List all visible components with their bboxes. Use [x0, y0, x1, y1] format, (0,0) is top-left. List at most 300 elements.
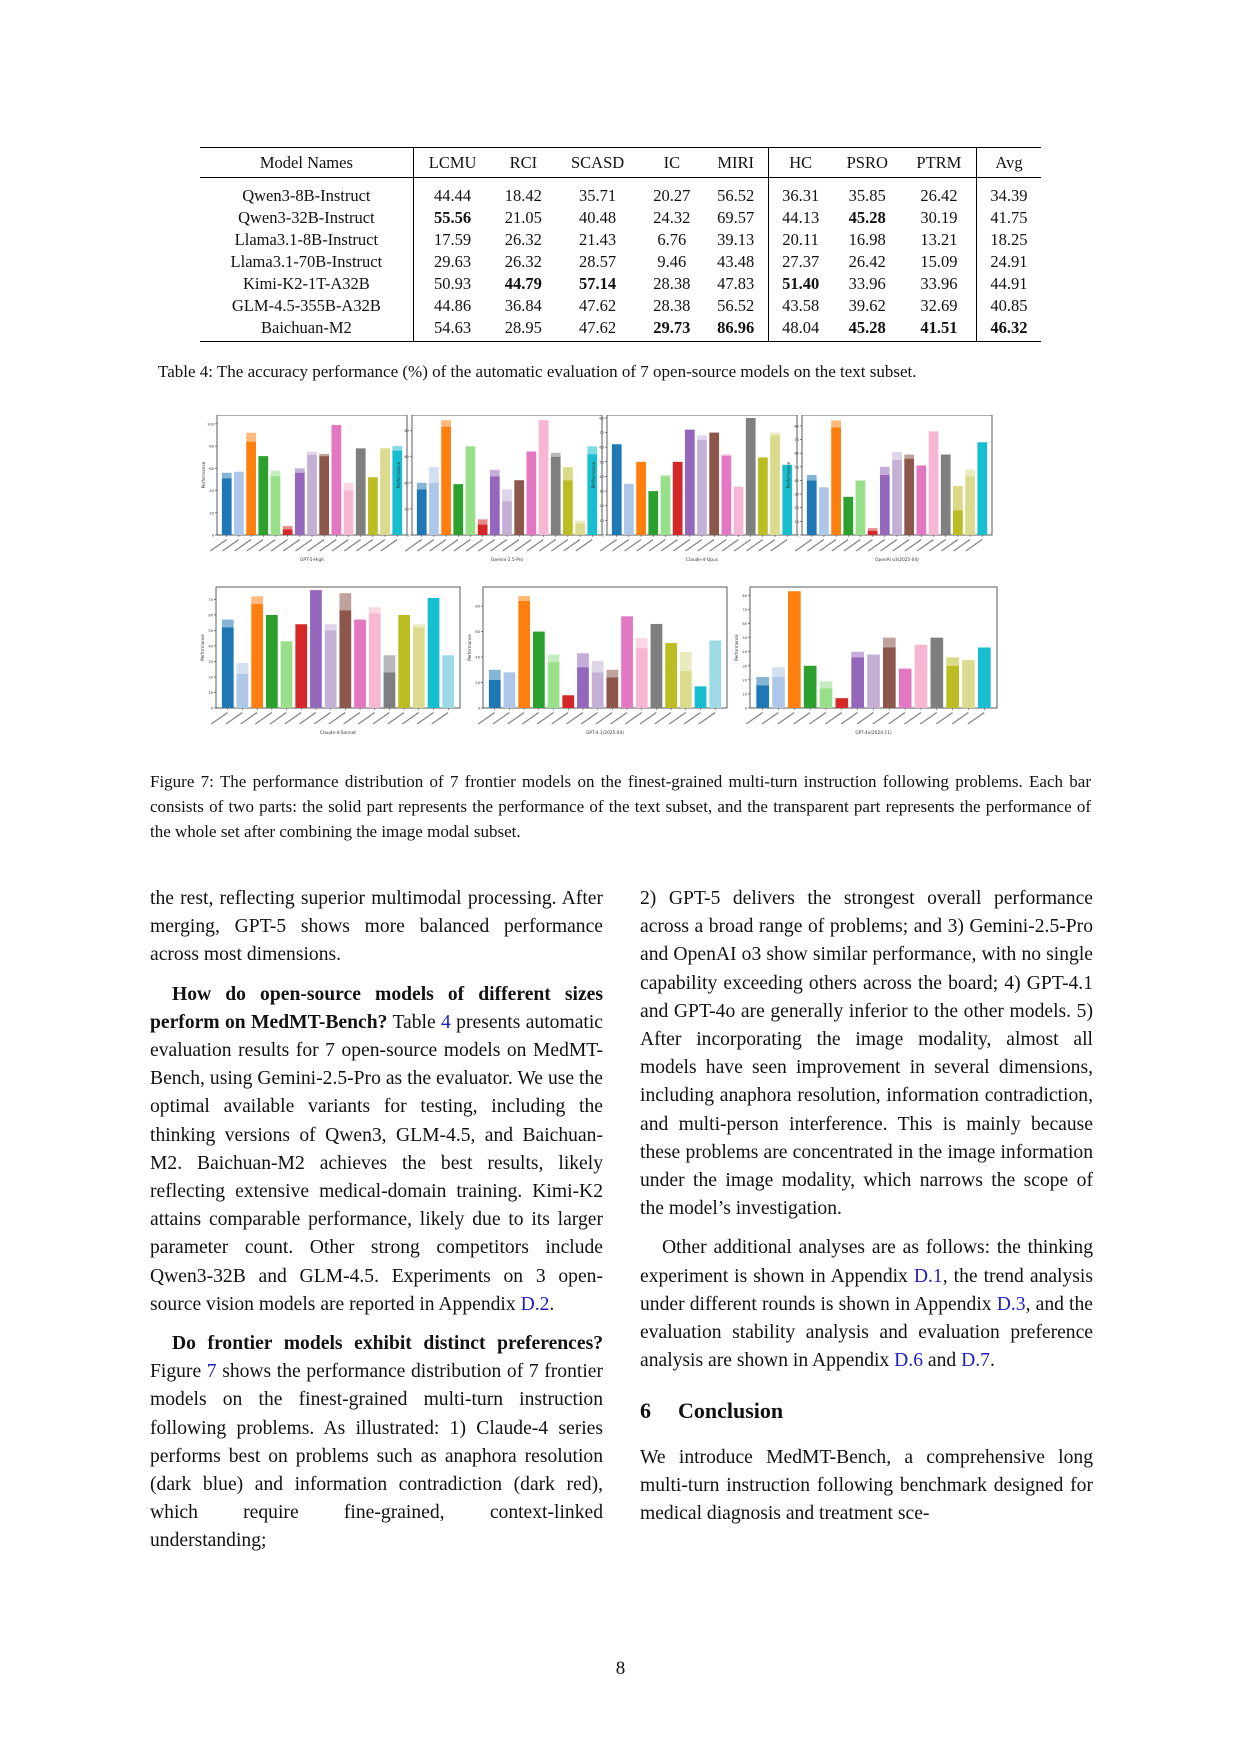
x-tick-label-mark [888, 712, 905, 725]
score-cell: 44.13 [768, 207, 832, 229]
bar-whole-set [563, 467, 573, 480]
score-cell: 29.63 [413, 251, 491, 273]
bar-whole-set [548, 655, 560, 663]
bar-text-subset [770, 435, 780, 535]
x-tick-label-mark [610, 712, 627, 725]
score-cell: 15.09 [920, 252, 958, 271]
x-tick-label-mark [936, 712, 953, 725]
table-header-cell: Model Names [200, 148, 413, 178]
score-cell: 45.28 [833, 317, 902, 342]
bar-text-subset [915, 645, 928, 708]
bar-text-subset [369, 613, 381, 708]
bar-text-subset [636, 648, 648, 708]
x-tick-label-mark [746, 712, 763, 725]
bar-text-subset [533, 632, 545, 708]
score-cell: 56.52 [717, 296, 755, 315]
bar-whole-set [413, 624, 425, 627]
figure-ref-link[interactable]: 7 [206, 1361, 217, 1383]
model-name-cell: Llama3.1-70B-Instruct [230, 252, 383, 271]
x-tick-label-mark [920, 712, 937, 725]
bar-text-subset [624, 484, 634, 535]
score-cell: 30.19 [920, 208, 958, 227]
table-row [200, 251, 1041, 273]
score-cell: 17.59 [413, 229, 491, 251]
bar-text-subset [442, 655, 454, 708]
bar-whole-set [851, 652, 864, 658]
y-tick-label: 0 [406, 533, 409, 538]
y-tick-label: 0 [601, 533, 604, 538]
x-tick-label-mark [240, 712, 257, 725]
y-tick-label: 30 [599, 489, 604, 494]
bar-text-subset [417, 489, 427, 535]
score-cell: 26.32 [504, 252, 542, 271]
y-axis-label: Performance [591, 461, 596, 489]
bar-whole-set [883, 638, 896, 648]
score-cell: 18.25 [976, 229, 1041, 251]
score-cell: 29.73 [640, 317, 704, 342]
bar-whole-set [892, 452, 902, 460]
x-tick-label-mark [793, 712, 810, 725]
score-cell: 28.57 [579, 252, 617, 271]
bar-text-subset [836, 698, 849, 708]
bar-text-subset [398, 615, 410, 708]
bar-text-subset [548, 662, 560, 708]
score-cell: 26.42 [920, 186, 958, 205]
score-cell: 45.28 [848, 208, 886, 227]
x-tick-label-mark [226, 712, 243, 725]
score-cell: 39.13 [717, 230, 755, 249]
bar-text-subset [489, 680, 501, 708]
chart-title: GPT-4o(2024-11) [855, 731, 892, 736]
bar-text-subset [526, 452, 536, 535]
section-heading [640, 1397, 1093, 1425]
chart-title: Claude-4-Sonnet [320, 731, 356, 736]
bar-whole-set [307, 452, 317, 455]
score-cell: 20.27 [653, 186, 691, 205]
appendix-d6-link[interactable]: D.6 [894, 1350, 923, 1372]
bar-whole-set [946, 657, 959, 665]
score-cell: 51.40 [768, 273, 832, 295]
table-row [200, 273, 1041, 295]
bar-whole-set [868, 528, 878, 531]
y-axis-label: Performance [200, 634, 205, 661]
bar-whole-set [807, 475, 817, 480]
bar-text-subset [978, 648, 991, 709]
right-para-1: 2) GPT-5 delivers the strongest overall performance across a broad range of problems; and 3) Gemini-2.5-Pro and OpenAI o3 show similar performance, with no single capability exceeding others across the board; 4) GPT-4.1 and GPT-4o are generally inferior to the other models. 5) After incorporating the image modality, almost all models have seen improvement in several dimensions, including anaphora resolution, information contradiction, and multi-person interference. This is mainly because these problems are concentrated in the image information under the image modality, which narrows the scope of the model’s investigation. [640, 888, 1093, 1220]
y-tick-label: 10 [208, 690, 213, 695]
y-tick-label: 50 [208, 628, 213, 633]
right-para-3: We introduce MedMT-Bench, a comprehensive long multi-turn instruction following benchmark designed for medical diagnosis and treatment sce- [640, 1446, 1093, 1525]
bar-text-subset [636, 462, 646, 535]
bar-whole-set [237, 663, 249, 674]
bar-text-subset [413, 627, 425, 708]
bar-text-subset [606, 677, 618, 708]
left-para-2: How do open-source models of different sizes perform on MedMT-Bench? Table 4 presents automatic evaluation results for 7 open-source models on MedMT-Bench, using Gemini-2.5-Pro as the evaluator. We use the optimal available variants for testing, including the thinking versions of Qwen3, GLM-4.5, and Baichuan-M2. Baichuan-M2 achieves the best results, likely reflecting extensive medical-domain training. Kimi-K2 attains comparable performance, likely due to its larger parameter count. Other strong competitors include Qwen3-32B and GLM-4.5. Experiments on 3 open-source vision models are reported in Appendix D.2. [150, 983, 603, 1315]
y-tick-label: 70 [599, 431, 604, 436]
y-axis-label: Performance [201, 461, 206, 489]
bar-text-subset [868, 531, 878, 535]
y-tick-label: 40 [599, 474, 604, 479]
x-tick-label-mark [825, 712, 842, 725]
bar-whole-set [251, 596, 263, 604]
bar-text-subset [709, 433, 719, 535]
bar-text-subset [621, 616, 633, 708]
left-para-1: the rest, reflecting superior multimodal processing. After merging, GPT-5 shows more balanced performance across most dimensions. [150, 888, 603, 966]
bar-text-subset [931, 638, 944, 708]
bar-text-subset [709, 640, 721, 708]
bar-whole-set [820, 681, 833, 688]
score-cell: 54.63 [413, 317, 491, 342]
bar-whole-set [222, 620, 234, 628]
y-tick-label: 40 [209, 489, 214, 494]
score-cell: 21.05 [504, 208, 542, 227]
bar-text-subset [772, 677, 785, 708]
model-name-cell: Qwen3-8B-Instruct [242, 186, 371, 205]
bar-text-subset [514, 480, 524, 535]
table-header-row [200, 148, 1041, 178]
x-tick-label-mark [654, 712, 671, 725]
bar-text-subset [856, 480, 866, 535]
bar-text-subset [843, 497, 853, 535]
y-axis-label: Performance [396, 461, 401, 489]
left-column [150, 885, 603, 1556]
bar-text-subset [819, 487, 829, 535]
x-tick-label-mark [625, 712, 642, 725]
table-header-cell: RCI [491, 148, 555, 178]
y-tick-label: 50 [742, 636, 747, 641]
x-tick-label-mark [493, 712, 510, 725]
bar-text-subset [325, 630, 337, 708]
score-cell: 27.37 [768, 251, 832, 273]
bar-whole-set [577, 653, 589, 667]
right-column [640, 885, 1093, 1528]
y-tick-label: 30 [794, 492, 799, 497]
y-tick-label: 30 [208, 659, 213, 664]
table-header-cell: IC [640, 148, 704, 178]
bar-text-subset [695, 686, 707, 708]
score-cell: 40.48 [579, 208, 617, 227]
x-tick-label-mark [478, 712, 495, 725]
bar-text-subset [551, 457, 561, 535]
y-tick-label: 60 [208, 613, 213, 618]
bar-whole-set [880, 467, 890, 475]
bar-text-subset [319, 456, 329, 535]
bar-text-subset [788, 591, 801, 708]
x-tick-label-mark [684, 712, 701, 725]
score-cell: 69.57 [717, 208, 755, 227]
y-tick-label: 60 [742, 622, 747, 627]
y-axis-label: Performance [467, 634, 472, 661]
bar-text-subset [665, 643, 677, 708]
y-tick-label: 20 [742, 678, 747, 683]
score-cell: 28.95 [491, 317, 555, 342]
score-cell: 43.58 [768, 295, 832, 317]
bar-text-subset [820, 688, 833, 708]
y-tick-label: 60 [794, 451, 799, 456]
bar-whole-set [756, 677, 769, 685]
y-tick-label: 10 [599, 518, 604, 523]
appendix-d2-link[interactable]: D.2 [520, 1293, 550, 1315]
bar-text-subset [258, 456, 268, 535]
bar-whole-set [392, 446, 402, 450]
score-cell: 36.31 [768, 178, 832, 207]
x-tick-label-mark [967, 712, 984, 725]
score-cell: 21.43 [579, 230, 617, 249]
bar-whole-set [697, 435, 707, 439]
bar-text-subset [721, 456, 731, 535]
x-tick-label-mark [595, 712, 612, 725]
x-tick-label-mark [809, 712, 826, 725]
x-tick-label-mark [522, 712, 539, 725]
bar-whole-set [222, 473, 232, 479]
bar-text-subset [295, 473, 305, 535]
y-tick-label: 80 [599, 416, 604, 421]
bar-whole-set [680, 652, 692, 671]
x-tick-label-mark [373, 712, 390, 725]
x-tick-label-mark [328, 712, 345, 725]
bar-text-subset [466, 446, 476, 535]
score-cell: 86.96 [704, 317, 768, 342]
y-tick-label: 60 [599, 445, 604, 450]
bar-text-subset [562, 695, 574, 708]
y-axis-label: Performance [734, 634, 739, 661]
score-cell: 47.83 [717, 274, 755, 293]
score-cell: 36.84 [504, 296, 542, 315]
bar-whole-set [904, 455, 914, 459]
bar-whole-set [325, 624, 337, 630]
table-body [200, 178, 1041, 342]
table-header-cell: HC [768, 148, 832, 178]
y-tick-label: 70 [794, 438, 799, 443]
score-cell: 41.75 [976, 207, 1041, 229]
bar-whole-set [283, 526, 293, 529]
x-tick-label-mark [358, 712, 375, 725]
y-tick-label: 20 [208, 675, 213, 680]
y-tick-label: 40 [794, 478, 799, 483]
bar-whole-set [295, 468, 305, 472]
bar-whole-set [384, 655, 396, 672]
y-tick-label: 20 [794, 506, 799, 511]
x-tick-label-mark [431, 712, 448, 725]
bar-text-subset [339, 610, 351, 708]
bar-text-subset [661, 476, 671, 535]
y-tick-label: 70 [742, 608, 747, 613]
x-tick-label-mark [640, 712, 657, 725]
table-header-cell: SCASD [555, 148, 640, 178]
score-cell: 26.32 [504, 230, 542, 249]
bar-text-subset [356, 448, 366, 535]
x-tick-label-mark [211, 712, 228, 725]
y-tick-label: 40 [208, 644, 213, 649]
x-tick-label-mark [284, 712, 301, 725]
x-tick-label-mark [402, 712, 419, 725]
y-tick-label: 40 [742, 650, 747, 655]
bar-whole-set [831, 420, 841, 427]
table-header-cell: PTRM [902, 148, 977, 178]
bar-whole-set [721, 455, 731, 456]
bar-text-subset [807, 480, 817, 535]
bar-text-subset [563, 480, 573, 535]
results-table [200, 147, 1041, 342]
table-header-cell: MIRI [704, 148, 768, 178]
bar-text-subset [673, 462, 683, 535]
bar-text-subset [266, 615, 278, 708]
bar-text-subset [904, 459, 914, 535]
score-cell: 34.39 [976, 178, 1041, 207]
bar-text-subset [577, 667, 589, 708]
table-ref-link[interactable]: 4 [441, 1011, 451, 1033]
bar-whole-set [319, 454, 329, 456]
bar-text-subset [490, 476, 500, 535]
y-tick-label: 60 [404, 455, 409, 460]
bar-text-subset [592, 672, 604, 708]
y-tick-label: 20 [599, 504, 604, 509]
appendix-d1-link[interactable]: D.1 [913, 1265, 943, 1287]
bar-text-subset [899, 669, 912, 708]
model-name-cell: Llama3.1-8B-Instruct [234, 230, 379, 249]
bar-whole-set [661, 475, 671, 476]
x-tick-label-mark [904, 712, 921, 725]
table-row [200, 295, 1041, 317]
y-tick-label: 70 [208, 597, 213, 602]
bar-text-subset [504, 672, 516, 708]
y-tick-label: 0 [744, 706, 747, 711]
x-tick-label-mark [841, 712, 858, 725]
score-cell: 55.56 [413, 207, 491, 229]
y-tick-label: 50 [599, 460, 604, 465]
x-tick-label-mark [698, 712, 715, 725]
y-tick-label: 20 [209, 511, 214, 516]
score-cell: 13.21 [920, 230, 958, 249]
bar-whole-set [606, 670, 618, 678]
model-name-cell: Qwen3-32B-Instruct [238, 208, 375, 227]
bar-whole-set [953, 486, 963, 511]
score-cell: 50.93 [413, 273, 491, 295]
appendix-d3-link[interactable]: D.3 [996, 1293, 1026, 1315]
bar-text-subset [310, 590, 322, 708]
score-cell: 28.38 [653, 296, 691, 315]
bar-whole-set [344, 483, 354, 491]
y-tick-label: 20 [404, 507, 409, 512]
x-tick-label-mark [762, 712, 779, 725]
bar-text-subset [804, 666, 817, 708]
score-cell: 35.71 [579, 186, 617, 205]
bar-text-subset [518, 601, 530, 708]
y-tick-label: 10 [794, 519, 799, 524]
y-tick-label: 40 [404, 481, 409, 486]
bar-text-subset [880, 475, 890, 535]
bar-text-subset [867, 655, 880, 708]
y-tick-label: 50 [794, 465, 799, 470]
score-cell: 33.96 [848, 274, 886, 293]
bar-whole-set [489, 670, 501, 680]
bar-text-subset [354, 620, 366, 708]
bar-text-subset [962, 660, 975, 708]
score-cell: 24.91 [976, 251, 1041, 273]
score-cell: 46.32 [976, 317, 1041, 342]
bar-text-subset [946, 666, 959, 708]
bar-whole-set [429, 467, 439, 483]
y-axis-label: Performance [786, 461, 791, 489]
y-tick-label: 0 [210, 706, 213, 711]
score-cell: 18.42 [504, 186, 542, 205]
model-name-cell: Kimi-K2-1T-A32B [242, 274, 370, 293]
score-cell: 47.62 [579, 296, 617, 315]
bar-text-subset [734, 487, 744, 535]
page-number: 8 [615, 1658, 626, 1679]
y-tick-label: 30 [742, 664, 747, 669]
y-tick-label: 0 [796, 533, 799, 538]
score-cell: 35.85 [848, 186, 886, 205]
bar-text-subset [697, 440, 707, 535]
x-tick-label-mark [872, 712, 889, 725]
bar-whole-set [772, 667, 785, 677]
score-cell: 40.85 [976, 295, 1041, 317]
score-cell: 28.38 [653, 274, 691, 293]
bar-whole-set [770, 433, 780, 436]
score-cell: 44.91 [976, 273, 1041, 295]
bar-text-subset [758, 457, 768, 535]
x-tick-label-mark [857, 712, 874, 725]
x-tick-label-mark [417, 712, 434, 725]
bar-text-subset [384, 672, 396, 708]
bar-text-subset [539, 420, 549, 535]
question-heading: How do open-source models of different sizes perform on MedMT-Bench? [150, 983, 603, 1033]
bar-whole-set [369, 607, 381, 613]
table-row [200, 207, 1041, 229]
bar-text-subset [453, 484, 463, 535]
bar-text-subset [251, 604, 263, 708]
bar-text-subset [281, 641, 293, 708]
y-tick-label: 60 [209, 466, 214, 471]
bar-text-subset [428, 598, 440, 708]
bar-whole-set [490, 470, 500, 477]
figure-caption: Figure 7: The performance distribution of 7 frontier models on the finest-grained multi-turn instruction following problems. Each bar consists of two parts: the solid part represents the performance of the text subset, and the transparent part represents the performance of the whole set after combining the image modal subset. [150, 772, 1091, 841]
bar-text-subset [502, 501, 512, 535]
bar-text-subset [441, 427, 451, 535]
y-tick-label: 60 [475, 630, 480, 635]
x-tick-label-mark [952, 712, 969, 725]
score-cell: 24.32 [653, 208, 691, 227]
y-tick-label: 80 [794, 424, 799, 429]
bar-whole-set [339, 593, 351, 610]
model-name-cell: Baichuan-M2 [200, 317, 413, 342]
chart-title: GPT-4.1(2025-04) [586, 731, 624, 736]
bar-text-subset [916, 465, 926, 535]
y-tick-label: 100 [207, 422, 214, 427]
score-cell: 56.52 [717, 186, 755, 205]
bar-text-subset [941, 455, 951, 535]
bar-text-subset [651, 624, 663, 708]
appendix-d7-link[interactable]: D.7 [961, 1350, 990, 1372]
bar-whole-set [587, 446, 597, 454]
x-tick-label-mark [537, 712, 554, 725]
bar-text-subset [307, 455, 317, 535]
x-tick-label-mark [343, 712, 360, 725]
table-header-cell: Avg [976, 148, 1041, 178]
bar-whole-set [551, 453, 561, 457]
table-caption: Table 4: The accuracy performance (%) of the automatic evaluation of 7 open-source models on the text subset. [158, 362, 917, 381]
score-cell: 57.14 [579, 274, 617, 293]
y-tick-label: 20 [475, 681, 480, 686]
x-tick-label-mark [299, 712, 316, 725]
section-number: 6 [640, 1398, 651, 1424]
y-tick-label: 80 [404, 429, 409, 434]
bar-text-subset [977, 442, 987, 535]
chart-title: OpenAI o3(2025-04) [875, 558, 919, 563]
bar-text-subset [965, 476, 975, 535]
score-cell: 33.96 [920, 274, 958, 293]
